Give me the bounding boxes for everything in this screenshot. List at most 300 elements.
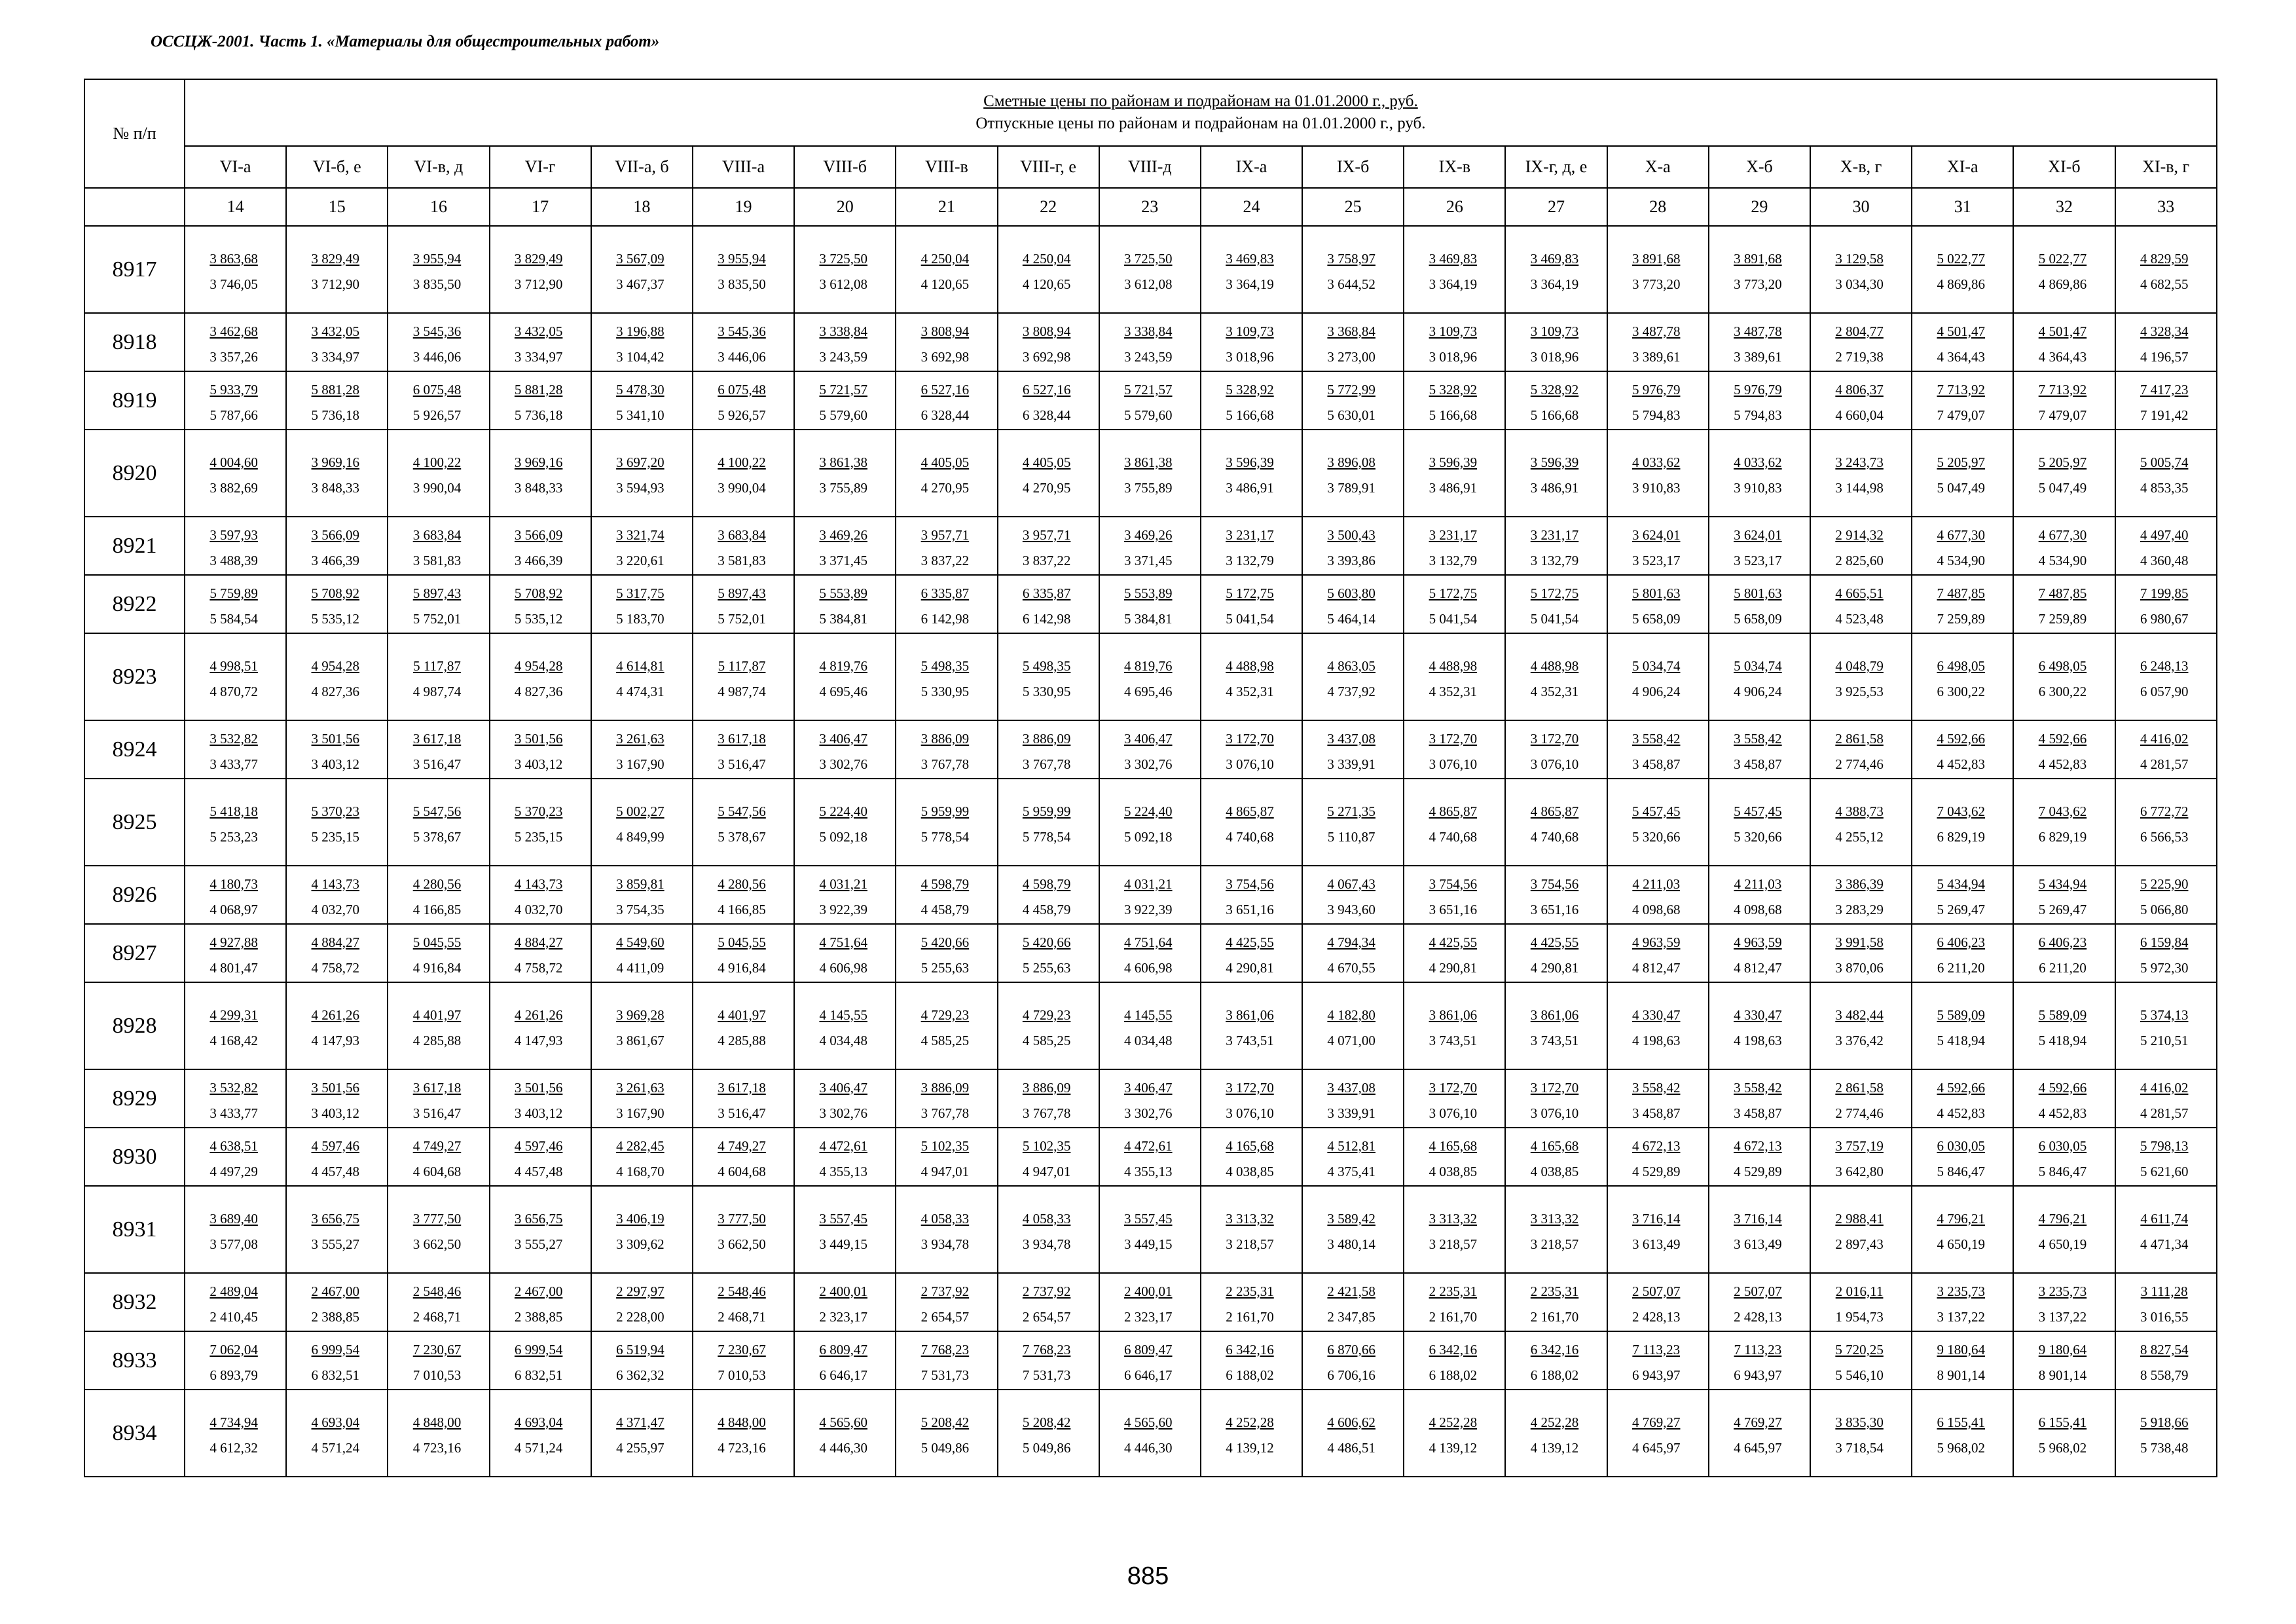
price-cell (2013, 430, 2115, 517)
price-cell (1302, 720, 1404, 779)
release-price: 8 901,14 (2038, 1367, 2087, 1383)
price-cell (1709, 517, 1810, 575)
release-price: 4 604,68 (718, 1163, 766, 1179)
release-price: 5 330,95 (1022, 683, 1071, 699)
release-price: 3 743,51 (1226, 1032, 1274, 1048)
release-price: 4 457,48 (311, 1163, 360, 1179)
release-price: 3 433,77 (210, 756, 258, 772)
release-price: 5 418,94 (1937, 1032, 1986, 1048)
estimated-price: 3 501,56 (514, 1079, 563, 1096)
estimated-price: 5 498,35 (1022, 657, 1071, 674)
estimated-price: 4 488,98 (1429, 657, 1478, 674)
estimated-price: 3 313,32 (1429, 1210, 1478, 1227)
price-cell (1099, 575, 1201, 633)
price-cell (388, 779, 489, 866)
release-price: 4 147,93 (514, 1032, 563, 1048)
estimated-price: 3 172,70 (1226, 1079, 1274, 1096)
release-price: 2 161,70 (1429, 1308, 1478, 1325)
estimated-price: 4 425,55 (1226, 934, 1274, 950)
release-price: 3 837,22 (920, 552, 970, 568)
release-price: 3 371,45 (1124, 552, 1173, 568)
price-cell (1099, 313, 1201, 371)
estimated-price: 5 224,40 (1124, 803, 1173, 819)
price-cell (1201, 866, 1302, 924)
price-cell (1505, 313, 1607, 371)
price-cell (490, 1390, 591, 1477)
release-price: 2 468,71 (412, 1308, 462, 1325)
price-cell (1607, 1273, 1709, 1331)
release-price: 3 243,59 (819, 348, 867, 365)
estimated-price: 3 567,09 (616, 250, 665, 267)
estimated-price: 4 299,31 (210, 1006, 258, 1023)
estimated-price: 3 321,74 (616, 526, 665, 543)
estimated-price: 3 969,16 (311, 454, 360, 470)
price-cell (1201, 1069, 1302, 1128)
price-cell (1505, 866, 1607, 924)
estimated-price: 4 549,60 (616, 934, 665, 950)
price-cell (1201, 633, 1302, 720)
region-header: XI-а (1912, 146, 2013, 188)
estimated-price: 6 999,54 (514, 1341, 563, 1357)
estimated-price: 5 224,40 (819, 803, 867, 819)
price-cell (998, 924, 1099, 982)
item-number: 8921 (84, 517, 185, 575)
estimated-price: 3 482,44 (1835, 1006, 1884, 1023)
release-price: 4 290,81 (1429, 959, 1478, 976)
column-number-blank (84, 188, 185, 226)
price-cell (490, 1128, 591, 1186)
price-cell (286, 924, 388, 982)
estimated-price: 3 689,40 (210, 1210, 258, 1227)
release-price: 3 302,76 (819, 756, 867, 772)
estimated-price: 9 180,64 (2038, 1341, 2087, 1357)
estimated-price: 5 976,79 (1631, 381, 1681, 397)
release-price: 3 922,39 (1124, 901, 1173, 917)
release-price: 5 736,18 (311, 407, 360, 423)
estimated-price: 4 031,21 (1124, 876, 1173, 892)
estimated-price: 3 861,38 (819, 454, 867, 470)
estimated-price: 5 708,92 (311, 585, 360, 601)
price-cell (693, 982, 794, 1069)
estimated-price: 3 886,09 (920, 1079, 970, 1096)
release-price: 3 403,12 (311, 756, 360, 772)
release-price: 3 486,91 (1530, 479, 1579, 496)
price-cell (2013, 371, 2115, 430)
estimated-price: 2 235,31 (1226, 1283, 1274, 1299)
estimated-price: 3 469,83 (1226, 250, 1274, 267)
price-cell (286, 371, 388, 430)
estimated-price: 4 252,28 (1226, 1414, 1274, 1430)
estimated-price: 4 677,30 (2038, 526, 2087, 543)
estimated-price: 4 848,00 (412, 1414, 462, 1430)
release-price: 3 144,98 (1835, 479, 1884, 496)
price-cell (1099, 720, 1201, 779)
estimated-price: 5 328,92 (1530, 381, 1579, 397)
price-cell (2013, 1069, 2115, 1128)
price-cell (185, 517, 286, 575)
estimated-price: 2 548,46 (718, 1283, 766, 1299)
price-cell (1912, 1273, 2013, 1331)
release-price: 2 774,46 (1835, 1105, 1884, 1121)
release-price: 5 066,80 (2140, 901, 2189, 917)
price-cell (490, 575, 591, 633)
release-price: 3 309,62 (616, 1236, 665, 1252)
estimated-price: 3 886,09 (920, 730, 970, 747)
estimated-price: 5 034,74 (1631, 657, 1681, 674)
estimated-price: 2 489,04 (210, 1283, 258, 1299)
price-cell (388, 982, 489, 1069)
estimated-price: 5 603,80 (1327, 585, 1376, 601)
price-cell (490, 1273, 591, 1331)
estimated-price: 3 109,73 (1429, 323, 1478, 339)
release-price: 2 388,85 (311, 1308, 360, 1325)
price-cell (1912, 575, 2013, 633)
price-cell (2115, 633, 2217, 720)
price-cell (693, 1273, 794, 1331)
release-price: 5 926,57 (412, 407, 462, 423)
release-price: 3 283,29 (1835, 901, 1884, 917)
price-cell (1505, 982, 1607, 1069)
estimated-price: 4 954,28 (311, 657, 360, 674)
estimated-price: 3 243,73 (1835, 454, 1884, 470)
release-price: 2 323,17 (1124, 1308, 1173, 1325)
price-cell (591, 1390, 693, 1477)
release-price: 4 375,41 (1327, 1163, 1376, 1179)
release-price: 5 210,51 (2140, 1032, 2189, 1048)
release-price: 4 281,57 (2140, 1105, 2189, 1121)
price-cell (185, 313, 286, 371)
price-cell (2013, 575, 2115, 633)
release-price: 4 523,48 (1835, 610, 1884, 627)
release-price: 3 882,69 (210, 479, 258, 496)
price-cell (1505, 1390, 1607, 1477)
price-cell (2115, 866, 2217, 924)
release-price: 3 577,08 (210, 1236, 258, 1252)
price-cell (794, 517, 896, 575)
estimated-price: 5 721,57 (1124, 381, 1173, 397)
estimated-price: 6 155,41 (1937, 1414, 1986, 1430)
release-price: 3 662,50 (412, 1236, 462, 1252)
release-price: 4 452,83 (2038, 756, 2087, 772)
release-price: 4 529,89 (1734, 1163, 1782, 1179)
release-price: 4 281,57 (2140, 756, 2189, 772)
release-price: 4 812,47 (1631, 959, 1681, 976)
estimated-price: 2 988,41 (1835, 1210, 1884, 1227)
estimated-price: 4 330,47 (1631, 1006, 1681, 1023)
estimated-price: 3 683,84 (412, 526, 462, 543)
table-row (84, 866, 2217, 924)
release-price: 3 718,54 (1835, 1439, 1884, 1456)
release-price: 6 211,20 (2039, 959, 2086, 976)
item-number: 8926 (84, 866, 185, 924)
release-price: 3 835,50 (412, 276, 462, 292)
price-cell (794, 1273, 896, 1331)
estimated-price: 3 172,70 (1226, 730, 1274, 747)
release-price: 4 352,31 (1530, 683, 1579, 699)
price-cell (1099, 924, 1201, 982)
release-price: 4 645,97 (1631, 1439, 1681, 1456)
price-cell (1201, 982, 1302, 1069)
estimated-price: 3 829,49 (311, 250, 360, 267)
release-price: 5 621,60 (2140, 1163, 2189, 1179)
estimated-price: 3 545,36 (412, 323, 462, 339)
price-cell (1404, 226, 1505, 313)
price-cell (1099, 982, 1201, 1069)
estimated-price: 3 501,56 (514, 730, 563, 747)
estimated-price: 5 798,13 (2140, 1137, 2189, 1154)
release-price: 3 334,97 (514, 348, 563, 365)
release-price: 4 529,89 (1631, 1163, 1681, 1179)
price-cell (1201, 720, 1302, 779)
estimated-price: 3 596,39 (1226, 454, 1274, 470)
price-cell (185, 982, 286, 1069)
release-price: 5 787,66 (210, 407, 258, 423)
price-cell (2115, 313, 2217, 371)
estimated-price: 6 335,87 (1022, 585, 1071, 601)
price-cell (1201, 430, 1302, 517)
price-cell (1810, 982, 1912, 1069)
release-price: 3 137,22 (2038, 1308, 2087, 1325)
region-header: VIII-в (896, 146, 997, 188)
estimated-price: 4 211,03 (1632, 876, 1681, 892)
price-cell (998, 313, 1099, 371)
price-cell (1709, 1128, 1810, 1186)
price-cell (1912, 1128, 2013, 1186)
estimated-price: 5 553,89 (1124, 585, 1173, 601)
estimated-price: 7 713,92 (2038, 381, 2087, 397)
price-cell (693, 430, 794, 517)
price-cell (1505, 575, 1607, 633)
price-cell (1912, 1390, 2013, 1477)
release-price: 5 320,66 (1631, 828, 1681, 845)
estimated-price: 4 472,61 (1124, 1137, 1173, 1154)
release-price: 3 555,27 (311, 1236, 360, 1252)
estimated-price: 4 638,51 (210, 1137, 258, 1154)
item-number: 8933 (84, 1331, 185, 1390)
price-cell (1099, 226, 1201, 313)
price-cell (286, 982, 388, 1069)
estimated-price: 3 955,94 (718, 250, 766, 267)
release-price: 5 972,30 (2140, 959, 2189, 976)
estimated-price: 4 597,46 (311, 1137, 360, 1154)
release-price: 3 555,27 (514, 1236, 563, 1252)
estimated-price: 3 432,05 (311, 323, 360, 339)
release-price: 5 253,23 (210, 828, 258, 845)
estimated-price: 5 117,87 (413, 657, 461, 674)
estimated-price: 3 261,63 (616, 1079, 665, 1096)
release-price: 4 446,30 (819, 1439, 867, 1456)
estimated-price: 5 434,94 (2038, 876, 2087, 892)
estimated-price: 5 102,35 (920, 1137, 970, 1154)
release-price: 3 403,12 (514, 756, 563, 772)
estimated-price: 7 417,23 (2140, 381, 2189, 397)
estimated-price: 5 420,66 (920, 934, 970, 950)
price-cell (2115, 517, 2217, 575)
estimated-price: 5 457,45 (1631, 803, 1681, 819)
table-row (84, 633, 2217, 720)
estimated-price: 4 282,45 (616, 1137, 665, 1154)
release-price: 4 758,72 (311, 959, 360, 976)
release-price: 3 076,10 (1530, 1105, 1579, 1121)
price-cell (286, 313, 388, 371)
release-price: 4 360,48 (2140, 552, 2189, 568)
release-price: 3 486,91 (1226, 479, 1274, 496)
price-cell (591, 313, 693, 371)
price-cell (1912, 313, 2013, 371)
estimated-price: 4 145,55 (819, 1006, 867, 1023)
estimated-price: 3 886,09 (1022, 730, 1071, 747)
estimated-price: 2 400,01 (819, 1283, 867, 1299)
estimated-price: 6 335,87 (920, 585, 970, 601)
table-row (84, 1186, 2217, 1273)
table-row (84, 1390, 2217, 1477)
estimated-price: 5 005,74 (2140, 454, 2189, 470)
estimated-prices-title: Сметные цены по районам и подрайонам на 01.01.2000 г., руб. (983, 92, 1418, 110)
price-cell (1404, 982, 1505, 1069)
price-cell (591, 371, 693, 430)
release-price: 5 330,95 (920, 683, 970, 699)
release-price: 4 446,30 (1124, 1439, 1173, 1456)
release-price: 2 323,17 (819, 1308, 867, 1325)
release-price: 4 740,68 (1226, 828, 1274, 845)
release-price: 4 571,24 (514, 1439, 563, 1456)
price-cell (286, 779, 388, 866)
estimated-price: 2 467,00 (311, 1283, 360, 1299)
estimated-price: 3 558,42 (1631, 730, 1681, 747)
release-price: 3 137,22 (1937, 1308, 1986, 1325)
price-cell (1810, 1390, 1912, 1477)
price-cell (1607, 575, 1709, 633)
estimated-price: 3 566,09 (514, 526, 563, 543)
estimated-price: 3 777,50 (718, 1210, 766, 1227)
price-cell (693, 779, 794, 866)
price-cell (185, 1069, 286, 1128)
release-price: 7 010,53 (718, 1367, 766, 1383)
estimated-price: 4 672,13 (1631, 1137, 1681, 1154)
region-header: X-а (1607, 146, 1709, 188)
estimated-price: 5 721,57 (819, 381, 867, 397)
price-cell (490, 633, 591, 720)
price-cell (1404, 371, 1505, 430)
estimated-price: 4 734,94 (210, 1414, 258, 1430)
estimated-price: 3 500,43 (1327, 526, 1376, 543)
release-price: 4 650,19 (1937, 1236, 1986, 1252)
price-cell (1607, 1128, 1709, 1186)
release-price: 4 255,12 (1835, 828, 1884, 845)
estimated-price: 5 022,77 (2038, 250, 2087, 267)
table-row (84, 226, 2217, 313)
estimated-price: 3 386,39 (1835, 876, 1884, 892)
estimated-price: 5 208,42 (1022, 1414, 1071, 1430)
release-price: 4 723,16 (412, 1439, 462, 1456)
estimated-price: 3 617,18 (718, 730, 766, 747)
price-cell (998, 575, 1099, 633)
price-cell (2115, 1128, 2217, 1186)
price-cell (1505, 633, 1607, 720)
estimated-price: 3 462,68 (210, 323, 258, 339)
price-cell (1810, 633, 1912, 720)
estimated-price: 6 155,41 (2038, 1414, 2087, 1430)
price-cell (2115, 1273, 2217, 1331)
release-price: 2 161,70 (1530, 1308, 1579, 1325)
price-cell (490, 313, 591, 371)
release-price: 8 558,79 (2140, 1367, 2189, 1383)
estimated-price: 3 532,82 (210, 1079, 258, 1096)
estimated-price: 3 338,84 (819, 323, 867, 339)
estimated-price: 3 338,84 (1124, 323, 1173, 339)
estimated-price: 4 598,79 (1022, 876, 1071, 892)
table-row (84, 371, 2217, 430)
estimated-price: 2 400,01 (1124, 1283, 1173, 1299)
release-price: 3 990,04 (412, 479, 462, 496)
estimated-price: 7 487,85 (1937, 585, 1986, 601)
estimated-price: 7 230,67 (718, 1341, 766, 1357)
estimated-price: 3 231,17 (1530, 526, 1579, 543)
price-cell (591, 720, 693, 779)
price-cell (388, 1331, 489, 1390)
release-price: 3 594,93 (616, 479, 665, 496)
estimated-price: 4 401,97 (718, 1006, 766, 1023)
price-cell (1912, 633, 2013, 720)
estimated-price: 5 370,23 (311, 803, 360, 819)
estimated-price: 3 558,42 (1631, 1079, 1681, 1096)
estimated-price: 7 043,62 (1937, 803, 1986, 819)
estimated-price: 4 665,51 (1835, 585, 1884, 601)
price-cell (1505, 1273, 1607, 1331)
release-price: 3 132,79 (1429, 552, 1478, 568)
estimated-price: 3 469,83 (1429, 250, 1478, 267)
price-cell (1302, 924, 1404, 982)
estimated-price: 5 589,09 (2038, 1006, 2087, 1023)
price-cell (693, 924, 794, 982)
estimated-price: 4 165,68 (1226, 1137, 1274, 1154)
estimated-price: 6 030,05 (1937, 1137, 1986, 1154)
release-price: 6 300,22 (2038, 683, 2087, 699)
release-price: 4 168,70 (616, 1163, 665, 1179)
price-cell (1099, 633, 1201, 720)
price-cell (693, 1331, 794, 1390)
release-price: 3 835,50 (718, 276, 766, 292)
price-cell (998, 430, 1099, 517)
release-price: 5 041,54 (1429, 610, 1478, 627)
price-cell (2013, 924, 2115, 982)
estimated-price: 3 861,06 (1429, 1006, 1478, 1023)
release-price: 5 092,18 (819, 828, 867, 845)
release-price: 4 737,92 (1327, 683, 1376, 699)
release-price: 5 846,47 (2038, 1163, 2087, 1179)
price-cell (998, 866, 1099, 924)
release-price: 5 166,68 (1226, 407, 1274, 423)
release-price: 7 531,73 (920, 1367, 970, 1383)
release-price: 6 646,17 (819, 1367, 867, 1383)
estimated-price: 4 884,27 (514, 934, 563, 950)
item-number: 8917 (84, 226, 185, 313)
estimated-price: 6 406,23 (2038, 934, 2087, 950)
release-price: 2 388,85 (514, 1308, 563, 1325)
price-cell (1201, 575, 1302, 633)
price-cell (998, 1390, 1099, 1477)
release-price: 7 259,89 (2038, 610, 2087, 627)
estimated-price: 7 768,23 (1022, 1341, 1071, 1357)
release-price: 4 364,43 (1937, 348, 1986, 365)
price-cell (1607, 633, 1709, 720)
estimated-price: 4 058,33 (1022, 1210, 1071, 1227)
release-price: 4 038,85 (1429, 1163, 1478, 1179)
estimated-price: 4 848,00 (718, 1414, 766, 1430)
release-price: 3 712,90 (514, 276, 563, 292)
release-price: 5 235,15 (514, 828, 563, 845)
estimated-price: 3 557,45 (819, 1210, 867, 1227)
